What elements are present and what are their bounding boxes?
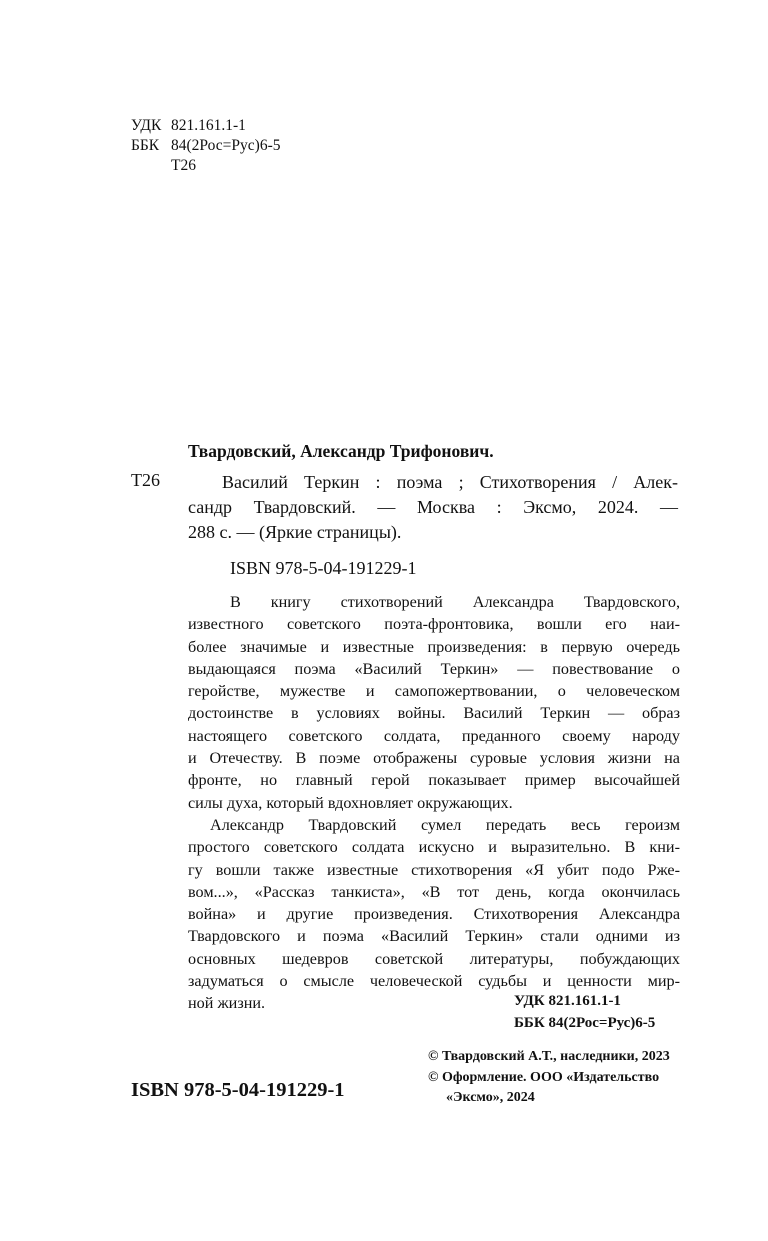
annotation-line: гу вошли также известные стихотворения «Я убит подо Рже-: [188, 860, 680, 879]
annotation: [188, 591, 680, 1015]
bib-author-mark: Т26: [131, 470, 160, 490]
copyright-design-cont: «Эксмо», 2024: [446, 1090, 535, 1105]
annotation-line: настоящего советского солдата, преданного своему народу: [188, 726, 680, 745]
annotation-line: задуматься о смысле человеческой судьбы и ценности мир-: [188, 972, 680, 991]
annotation-line: фронте, но главный герой показывает пример высочайшей: [188, 771, 680, 790]
annotation-line: простого советского солдата искусно и выразительно. В кни-: [188, 838, 680, 857]
annotation-line: достоинстве в условиях войны. Василий Теркин — образ: [188, 704, 680, 723]
copyright-design: © Оформление. ООО «Издательство: [428, 1069, 660, 1085]
annotation-line: Твардовского и поэма «Василий Теркин» стали одними из: [188, 927, 680, 946]
bib-first-line: [222, 470, 678, 495]
footer-codes: [514, 990, 655, 1034]
annotation-line: вом...», «Рассказ танкиста», «В тот день, когда окончилась: [188, 882, 680, 901]
footer-udk: УДК 821.161.1-1: [514, 993, 621, 1009]
annotation-line: геройстве, мужестве и самопожертвовании, о человеческом: [188, 682, 680, 701]
bib-line: сандр Твардовский. — Москва : Эксмо, 2024. —: [188, 497, 678, 517]
annotation-line: более значимые и известные произведения: в первую очередь: [188, 637, 680, 656]
bbk-value: 84(2Рос=Рус)6-5: [171, 137, 281, 154]
author-mark: Т26: [171, 157, 196, 174]
bib-isbn: ISBN 978-5-04-191229-1: [230, 558, 417, 578]
bib-continuation: [188, 495, 678, 545]
footer-bbk: ББК 84(2Рос=Рус)6-5: [514, 1015, 656, 1031]
annotation-line: Александр Твардовский сумел передать весь героизм: [210, 815, 680, 834]
bbk-label: ББК: [131, 137, 160, 154]
annotation-line: известного советского поэта-фронтовика, вошли его наи-: [188, 615, 680, 634]
annotation-line: силы духа, который вдохновляет окружающих.: [188, 793, 513, 812]
annotation-line: основных шедевров советской литературы, побуждающих: [188, 949, 680, 968]
copyright-author: © Твардовский А.Т., наследники, 2023: [428, 1049, 670, 1064]
author-heading: Твардовский, Александр Трифонович.: [188, 441, 494, 461]
annotation-line: война» и другие произведения. Стихотворения Александра: [188, 905, 680, 924]
bib-line: 288 с. — (Яркие страницы).: [188, 522, 402, 542]
annotation-line: В книгу стихотворений Александра Твардовского,: [230, 593, 680, 611]
footer-isbn: ISBN 978-5-04-191229-1: [131, 1079, 345, 1101]
bib-line: Василий Теркин : поэма ; Стихотворения / Алек-: [222, 472, 678, 492]
udk-label: УДК: [131, 117, 162, 134]
annotation-line: выдающаяся поэма «Василий Теркин» — повествование о: [188, 659, 680, 678]
classification-codes: [131, 116, 280, 176]
annotation-line: ной жизни.: [188, 994, 266, 1013]
annotation-line: и Отечеству. В поэме отображены суровые условия жизни на: [188, 749, 680, 768]
copyright-block: [428, 1047, 670, 1109]
udk-value: 821.161.1-1: [171, 117, 246, 134]
